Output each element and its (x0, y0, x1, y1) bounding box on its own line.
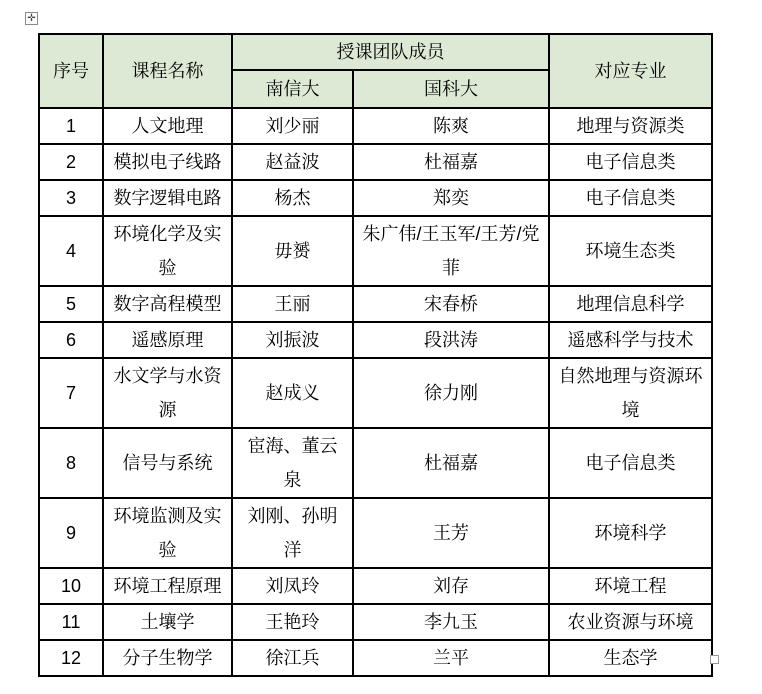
cell-index[interactable]: 12 (39, 640, 103, 676)
table-resize-handle[interactable] (710, 655, 719, 664)
cell-course-name[interactable]: 人文地理 (103, 108, 232, 144)
cell-major[interactable]: 生态学 (549, 640, 712, 676)
cell-nanxinda-teachers[interactable]: 刘凤玲 (232, 568, 353, 604)
course-table (38, 33, 713, 677)
cell-major[interactable]: 自然地理与资源环境 (549, 358, 712, 428)
cell-course-name[interactable]: 水文学与水资源 (103, 358, 232, 428)
cell-guokeda-teachers[interactable]: 宋春桥 (353, 286, 549, 322)
cell-index[interactable]: 2 (39, 144, 103, 180)
cell-guokeda-teachers[interactable]: 杜福嘉 (353, 428, 549, 498)
cell-major[interactable]: 电子信息类 (549, 144, 712, 180)
cell-course-name[interactable]: 遥感原理 (103, 322, 232, 358)
table-row (39, 640, 712, 676)
cell-guokeda-teachers[interactable]: 刘存 (353, 568, 549, 604)
table-row (39, 498, 712, 568)
cell-index[interactable]: 9 (39, 498, 103, 568)
cell-course-name[interactable]: 环境监测及实验 (103, 498, 232, 568)
cell-course-name[interactable]: 数字逻辑电路 (103, 180, 232, 216)
cell-course-name[interactable]: 土壤学 (103, 604, 232, 640)
cell-index[interactable]: 4 (39, 216, 103, 286)
cell-course-name[interactable]: 模拟电子线路 (103, 144, 232, 180)
course-table-container (38, 33, 713, 677)
cell-nanxinda-teachers[interactable]: 毋赟 (232, 216, 353, 286)
cell-nanxinda-teachers[interactable]: 刘刚、孙明洋 (232, 498, 353, 568)
cell-guokeda-teachers[interactable]: 段洪涛 (353, 322, 549, 358)
cell-course-name[interactable]: 环境化学及实验 (103, 216, 232, 286)
cell-guokeda-teachers[interactable]: 李九玉 (353, 604, 549, 640)
cell-guokeda-teachers[interactable]: 王芳 (353, 498, 549, 568)
cell-major[interactable]: 遥感科学与技术 (549, 322, 712, 358)
cell-index[interactable]: 11 (39, 604, 103, 640)
header-index[interactable]: 序号 (39, 34, 103, 108)
table-row (39, 358, 712, 428)
table-row (39, 144, 712, 180)
header-course-name[interactable]: 课程名称 (103, 34, 232, 108)
cell-nanxinda-teachers[interactable]: 赵益波 (232, 144, 353, 180)
cell-nanxinda-teachers[interactable]: 刘振波 (232, 322, 353, 358)
table-row (39, 428, 712, 498)
table-move-handle-icon[interactable]: ✛ (25, 12, 38, 25)
table-row (39, 604, 712, 640)
cell-guokeda-teachers[interactable]: 陈爽 (353, 108, 549, 144)
cell-guokeda-teachers[interactable]: 朱广伟/王玉军/王芳/党菲 (353, 216, 549, 286)
cell-index[interactable]: 8 (39, 428, 103, 498)
table-row (39, 286, 712, 322)
table-row (39, 108, 712, 144)
cell-course-name[interactable]: 环境工程原理 (103, 568, 232, 604)
cell-guokeda-teachers[interactable]: 兰平 (353, 640, 549, 676)
cell-index[interactable]: 10 (39, 568, 103, 604)
cell-major[interactable]: 地理信息科学 (549, 286, 712, 322)
cell-course-name[interactable]: 数字高程模型 (103, 286, 232, 322)
cell-major[interactable]: 电子信息类 (549, 428, 712, 498)
cell-nanxinda-teachers[interactable]: 王丽 (232, 286, 353, 322)
cell-course-name[interactable]: 分子生物学 (103, 640, 232, 676)
table-row (39, 180, 712, 216)
cell-nanxinda-teachers[interactable]: 杨杰 (232, 180, 353, 216)
cell-major[interactable]: 电子信息类 (549, 180, 712, 216)
cell-major[interactable]: 环境生态类 (549, 216, 712, 286)
cell-nanxinda-teachers[interactable]: 王艳玲 (232, 604, 353, 640)
cell-major[interactable]: 地理与资源类 (549, 108, 712, 144)
cell-guokeda-teachers[interactable]: 徐力刚 (353, 358, 549, 428)
header-major[interactable]: 对应专业 (549, 34, 712, 108)
cell-major[interactable]: 环境工程 (549, 568, 712, 604)
cell-index[interactable]: 7 (39, 358, 103, 428)
table-row (39, 216, 712, 286)
cell-index[interactable]: 6 (39, 322, 103, 358)
cell-course-name[interactable]: 信号与系统 (103, 428, 232, 498)
cell-index[interactable]: 5 (39, 286, 103, 322)
header-guokeda[interactable]: 国科大 (353, 70, 549, 108)
header-teaching-team[interactable]: 授课团队成员 (232, 34, 549, 70)
cell-nanxinda-teachers[interactable]: 刘少丽 (232, 108, 353, 144)
cell-major[interactable]: 农业资源与环境 (549, 604, 712, 640)
table-row (39, 322, 712, 358)
cell-guokeda-teachers[interactable]: 杜福嘉 (353, 144, 549, 180)
cell-major[interactable]: 环境科学 (549, 498, 712, 568)
cell-guokeda-teachers[interactable]: 郑奕 (353, 180, 549, 216)
table-row (39, 568, 712, 604)
cell-index[interactable]: 3 (39, 180, 103, 216)
cell-nanxinda-teachers[interactable]: 宦海、董云泉 (232, 428, 353, 498)
cell-nanxinda-teachers[interactable]: 徐江兵 (232, 640, 353, 676)
cell-nanxinda-teachers[interactable]: 赵成义 (232, 358, 353, 428)
header-nanxinda[interactable]: 南信大 (232, 70, 353, 108)
cell-index[interactable]: 1 (39, 108, 103, 144)
